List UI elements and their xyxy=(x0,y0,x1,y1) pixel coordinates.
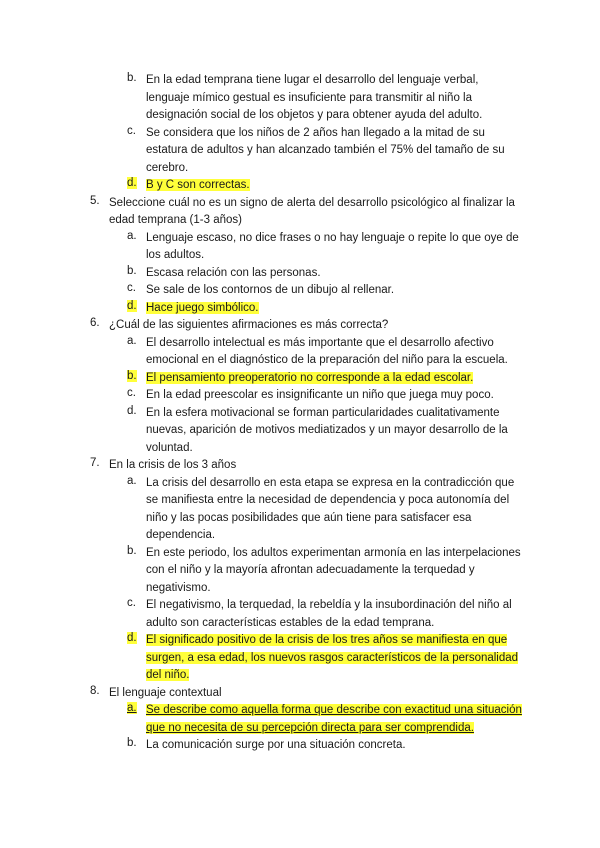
text-run: surgen, a esa edad, los nuevos rasgos característicos de la personalidad xyxy=(146,651,519,664)
text-run: niño y las pocas posibilidades que aún tiene para satisfacer esa xyxy=(146,511,472,524)
text-line xyxy=(146,282,530,300)
text-line xyxy=(146,440,530,458)
option-letter: d. xyxy=(127,177,137,189)
text-line xyxy=(146,580,530,598)
text-run: El negativismo, la terquedad, la rebeldía y la insubordinación del niño al xyxy=(146,599,512,611)
option-letter: c. xyxy=(127,387,136,399)
question-number: 6. xyxy=(90,317,100,329)
text-line xyxy=(146,90,530,108)
text-line xyxy=(146,545,530,563)
question-text xyxy=(109,317,529,335)
question-number: 5. xyxy=(90,194,100,207)
text-run: El desarrollo intelectual es más importante que el desarrollo afectivo xyxy=(146,336,494,349)
option-text xyxy=(146,265,530,283)
text-run: edad temprana (1-3 años) xyxy=(109,214,242,226)
text-run: ¿Cuál de las siguientes afirmaciones es más correcta? xyxy=(109,319,389,331)
text-run: cerebro. xyxy=(146,161,189,174)
option-letter: a. xyxy=(127,474,137,487)
text-run: El lenguaje contextual xyxy=(109,686,222,699)
text-line xyxy=(146,632,530,650)
text-line xyxy=(146,335,530,353)
option-text xyxy=(146,125,530,178)
option-letter: a. xyxy=(127,229,137,242)
text-run: nuevas, aparición de motivos mediatizados y un mayor desarrollo de la xyxy=(146,424,508,436)
option-letter: a. xyxy=(127,334,137,347)
text-line xyxy=(146,492,530,510)
text-line xyxy=(146,702,530,720)
text-run: estatura de adultos y han alcanzado también el 75% del tamaño de su xyxy=(146,144,505,156)
option-letter: d. xyxy=(127,299,137,312)
option-text xyxy=(146,282,530,300)
text-run: negativismo. xyxy=(146,581,211,594)
text-line xyxy=(146,527,530,545)
text-run: del niño. xyxy=(146,669,190,681)
option-text xyxy=(146,300,530,318)
text-run: voluntad. xyxy=(146,441,193,454)
text-run: se manifiesta entre la necesidad de dependencia y poca autonomía del xyxy=(146,494,510,506)
text-line xyxy=(146,300,530,318)
option-letter: d. xyxy=(127,404,137,417)
text-line xyxy=(146,615,530,633)
option-text xyxy=(146,177,530,195)
text-run: En la edad temprana tiene lugar el desarrollo del lenguaje verbal, xyxy=(146,74,479,86)
text-run: El significado positivo de la crisis de los tres años se manifiesta en que xyxy=(146,634,508,646)
text-run: los adultos. xyxy=(146,249,205,261)
text-line xyxy=(146,160,530,178)
option-letter: b. xyxy=(127,264,137,277)
text-line xyxy=(146,247,530,265)
text-run: emocional en el diagnóstico de la preparación del niño para la escuela. xyxy=(146,354,508,366)
text-run: Seleccione cuál no es un signo de alerta del desarrollo psicológico al finalizar la xyxy=(109,196,515,209)
text-line xyxy=(146,107,530,125)
text-line xyxy=(146,142,530,160)
text-run: que no necesita de su percepción directa para ser comprendida. xyxy=(146,721,474,734)
text-line xyxy=(146,422,530,440)
text-run: Se sale de los contornos de un dibujo al rellenar. xyxy=(146,284,395,296)
text-line xyxy=(146,387,530,405)
text-run: Hace juego simbólico. xyxy=(146,301,259,314)
text-run: con el niño y la mayoría afrontan adecuadamente la terquedad y xyxy=(146,564,475,576)
text-run: En la crisis de los 3 años xyxy=(109,459,237,471)
question-text xyxy=(109,457,529,475)
option-text xyxy=(146,405,530,458)
question-number: 7. xyxy=(90,457,100,469)
text-run: En este periodo, los adultos experimentan armonía en las interpelaciones xyxy=(146,546,521,559)
text-line xyxy=(146,667,530,685)
text-line xyxy=(146,177,530,195)
text-line xyxy=(146,720,530,738)
text-run: designación social de los objetos y para obtener ayuda del adulto. xyxy=(146,109,483,121)
option-letter: b. xyxy=(127,72,137,84)
text-line xyxy=(146,125,530,143)
option-text xyxy=(146,370,530,388)
text-line xyxy=(109,317,529,335)
text-line xyxy=(109,457,529,475)
text-line xyxy=(109,685,529,703)
text-line xyxy=(109,195,529,213)
text-line xyxy=(146,650,530,668)
option-text xyxy=(146,737,530,755)
option-text xyxy=(146,702,530,737)
text-run: dependencia. xyxy=(146,529,216,541)
text-line xyxy=(146,405,530,423)
option-text xyxy=(146,632,530,685)
text-run: adulto son características estables de la edad temprana. xyxy=(146,616,435,629)
text-line xyxy=(146,72,530,90)
question-number: 8. xyxy=(90,684,100,697)
text-line xyxy=(146,510,530,528)
text-line xyxy=(146,230,530,248)
text-line xyxy=(146,562,530,580)
text-run: Lenguaje escaso, no dice frases o no hay lenguaje o repite lo que oye de xyxy=(146,231,519,244)
option-text xyxy=(146,597,530,632)
text-run: B y C son correctas. xyxy=(146,179,250,191)
option-text xyxy=(146,387,530,405)
option-text xyxy=(146,72,530,125)
text-run: Se considera que los niños de 2 años han llegado a la mitad de su xyxy=(146,126,485,139)
text-run: lenguaje mímico gestual es insuficiente para transmitir al niño la xyxy=(146,91,472,104)
option-text xyxy=(146,545,530,598)
text-run: La comunicación surge por una situación concreta. xyxy=(146,739,406,751)
text-line xyxy=(146,597,530,615)
question-text xyxy=(109,685,529,703)
text-line xyxy=(146,352,530,370)
option-text xyxy=(146,475,530,545)
option-text xyxy=(146,230,530,265)
text-run: Escasa relación con las personas. xyxy=(146,266,321,279)
text-line xyxy=(146,370,530,388)
option-letter: b. xyxy=(127,369,137,382)
question-text xyxy=(109,195,529,230)
text-run: En la esfera motivacional se forman particularidades cualitativamente xyxy=(146,406,500,419)
text-run: En la edad preescolar es insignificante un niño que juega muy poco. xyxy=(146,389,494,401)
option-text xyxy=(146,335,530,370)
option-letter: c. xyxy=(127,124,136,137)
option-letter: b. xyxy=(127,544,137,557)
option-letter: c. xyxy=(127,282,136,294)
option-letter: b. xyxy=(127,737,137,749)
text-run: Se describe como aquella forma que describe con exactitud una situación xyxy=(146,704,522,716)
text-line xyxy=(146,475,530,493)
text-run: El pensamiento preoperatorio no corresponde a la edad escolar. xyxy=(146,371,474,384)
option-letter: c. xyxy=(127,597,136,609)
option-letter: a. xyxy=(127,702,137,714)
text-line xyxy=(146,737,530,755)
text-run: La crisis del desarrollo en esta etapa se expresa en la contradicción que xyxy=(146,476,515,489)
option-letter: d. xyxy=(127,632,137,644)
text-line xyxy=(146,265,530,283)
text-line xyxy=(109,212,529,230)
